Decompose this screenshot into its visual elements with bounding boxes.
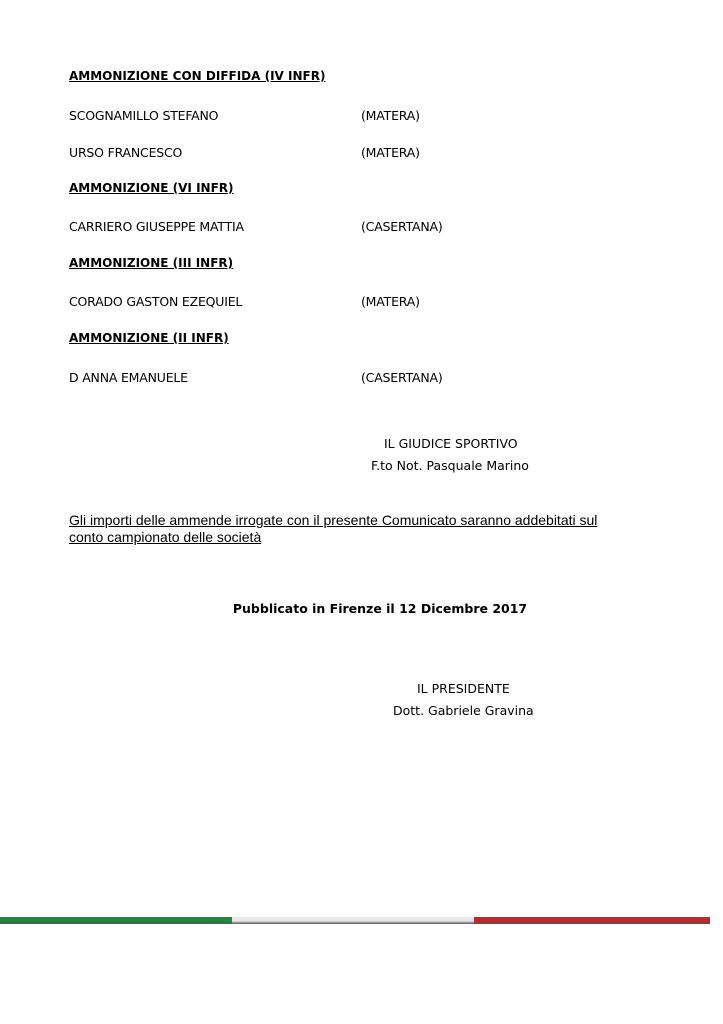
section-heading-ii: AMMONIZIONE (II INFR) [69,331,229,345]
entry-name: CARRIERO GIUSEPPE MATTIA [69,219,244,234]
entry-name: CORADO GASTON EZEQUIEL [69,294,243,309]
entry-name: D ANNA EMANUELE [69,370,188,385]
entry-team: (MATERA) [361,108,420,123]
fines-note: Gli importi delle ammende irrogate con il presente Comunicato saranno addebitati sul conto campionato delle società [69,512,598,545]
flag-green-segment [0,917,232,924]
tricolor-bar [0,917,710,924]
section-heading-diffida-iv: AMMONIZIONE CON DIFFIDA (IV INFR) [69,69,326,83]
judge-title: IL GIUDICE SPORTIVO [384,436,518,451]
president-name: Dott. Gabriele Gravina [393,703,534,718]
flag-red-segment [474,917,710,924]
section-heading-vi: AMMONIZIONE (VI INFR) [69,181,234,195]
flag-white-segment [232,917,474,924]
section-heading-iii: AMMONIZIONE (III INFR) [69,256,234,270]
entry-team: (CASERTANA) [361,219,443,234]
entry-name: URSO FRANCESCO [69,145,183,160]
entry-team: (CASERTANA) [361,370,443,385]
president-title: IL PRESIDENTE [417,681,510,696]
entry-team: (MATERA) [361,145,420,160]
publication-line: Pubblicato in Firenze il 12 Dicembre 2017 [232,601,528,616]
judge-name: F.to Not. Pasquale Marino [371,458,529,473]
entry-team: (MATERA) [361,294,420,309]
entry-name: SCOGNAMILLO STEFANO [69,108,219,123]
